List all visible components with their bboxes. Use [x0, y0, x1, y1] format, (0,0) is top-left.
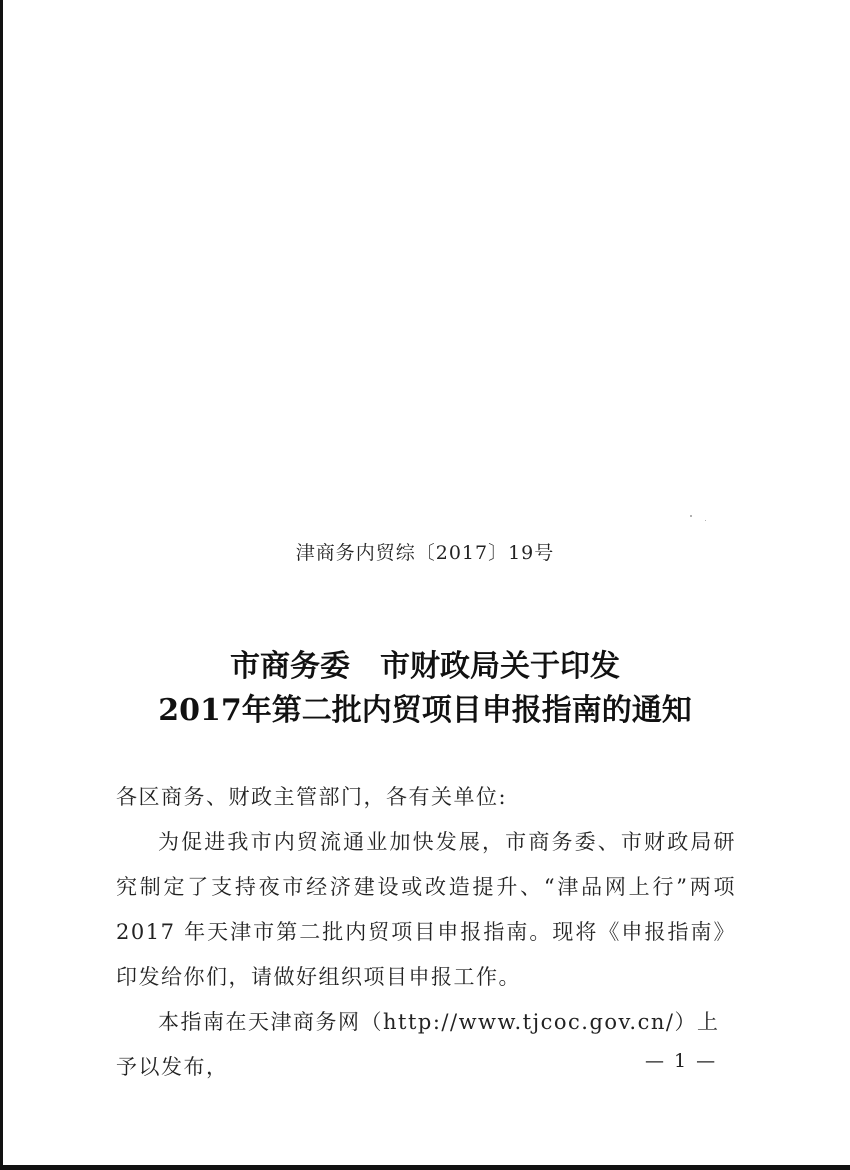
page-number: — 1 —	[645, 1050, 718, 1072]
document-number: 津商务内贸综〔2017〕19号	[295, 542, 555, 564]
salutation: 各区商务、财政主管部门，各有关单位:	[116, 785, 508, 809]
scan-edge-left	[0, 0, 3, 1170]
scan-edge-bottom	[0, 1165, 850, 1170]
document-body	[116, 775, 736, 1090]
title-line-1: 市商务委 市财政局关于印发	[230, 649, 620, 684]
scan-speck	[690, 515, 692, 517]
scan-speck	[705, 520, 706, 521]
body-paragraph-1: 为促进我市内贸流通业加快发展，市商务委、市财政局研究制定了支持夜市经济建设或改造提升、“津品网上行”两项 2017 年天津市第二批内贸项目申报指南。现将《申报指南》印发给你们，请做好组织项目申报工作。	[116, 830, 736, 989]
body-paragraph-2: 本指南在天津商务网（http://www.tjcoc.gov.cn/）上予以发布，	[116, 1010, 720, 1079]
document-title	[0, 645, 850, 733]
title-line-2: 2017年第二批内贸项目申报指南的通知	[158, 693, 692, 728]
